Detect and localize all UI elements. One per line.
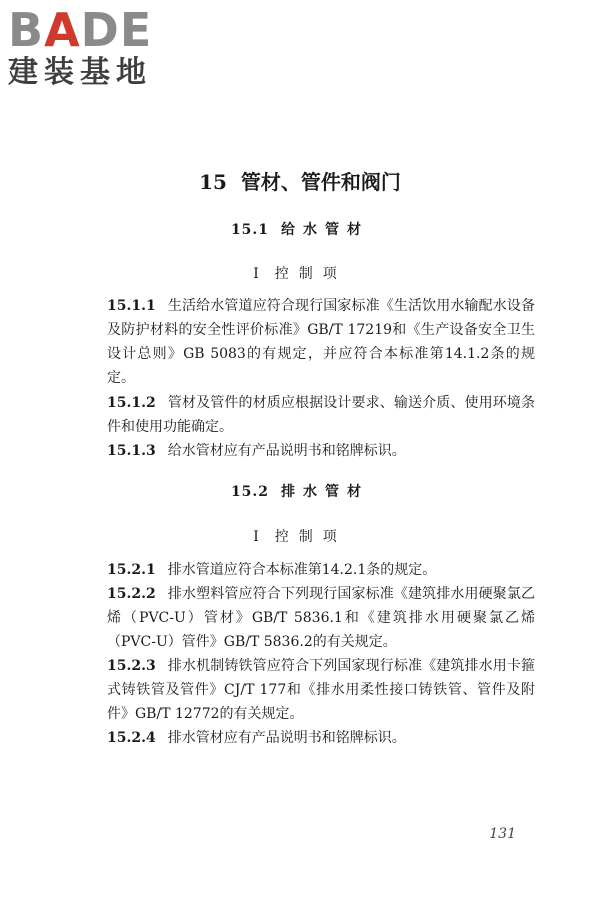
clause-text: 排水塑料管应符合下列现行国家标准《建筑排水用硬聚氯乙烯（PVC-U）管材》GB/T 5836.1和《建筑排水用硬聚氯乙烯（PVC-U）管件》GB/T 5836.2的有关规定。	[107, 586, 535, 650]
clause	[107, 654, 535, 726]
section-heading: 15.1 给水管材	[230, 222, 370, 238]
clause-code: 15.2.4	[107, 730, 156, 746]
control-items-heading: Ⅰ 控制项	[253, 266, 347, 282]
clause-text: 给水管材应有产品说明书和铭牌标识。	[167, 443, 406, 459]
clause-text: 排水管道应符合本标准第14.2.1条的规定。	[167, 562, 437, 578]
clause-text: 排水管材应有产品说明书和铭牌标识。	[167, 730, 406, 746]
clause-code: 15.2.2	[107, 586, 156, 602]
chapter-title	[0, 166, 600, 195]
clause	[107, 391, 535, 439]
logo-subtitle: 建装基地	[8, 55, 152, 90]
logo-wordmark: BADE	[8, 3, 153, 57]
control-items-heading: Ⅰ 控制项	[253, 529, 347, 545]
clause	[107, 439, 535, 463]
section-heading: 15.2 排水管材	[230, 484, 370, 500]
clause	[107, 294, 535, 390]
chapter-title-text: 管材、管件和阀门	[240, 170, 401, 194]
clause-text: 生活给水管道应符合现行国家标准《生活饮用水输配水设备及防护材料的安全性评价标准》GB/T 17219和《生产设备安全卫生设计总则》GB 5083的有规定，并应符合本标准第14.1.2条的规定。	[107, 298, 535, 386]
clause-text: 管材及管件的材质应根据设计要求、输送介质、使用环境条件和使用功能确定。	[107, 395, 535, 435]
clause-code: 15.2.3	[107, 658, 156, 674]
clause	[107, 726, 535, 750]
clause-code: 15.1.1	[107, 298, 156, 314]
clause-code: 15.1.3	[107, 443, 156, 459]
clause	[107, 582, 535, 654]
chapter-number: 15	[199, 170, 227, 194]
page-number: 131	[489, 826, 516, 842]
clause-text: 排水机制铸铁管应符合下列国家现行标准《建筑排水用卡箍式铸铁管及管件》CJ/T 177和《排水用柔性接口铸铁管、管件及附件》GB/T 12772的有关规定。	[107, 658, 535, 722]
brand-logo	[8, 4, 178, 90]
clause	[107, 558, 535, 582]
clause-code: 15.1.2	[107, 395, 156, 411]
clause-code: 15.2.1	[107, 562, 156, 578]
